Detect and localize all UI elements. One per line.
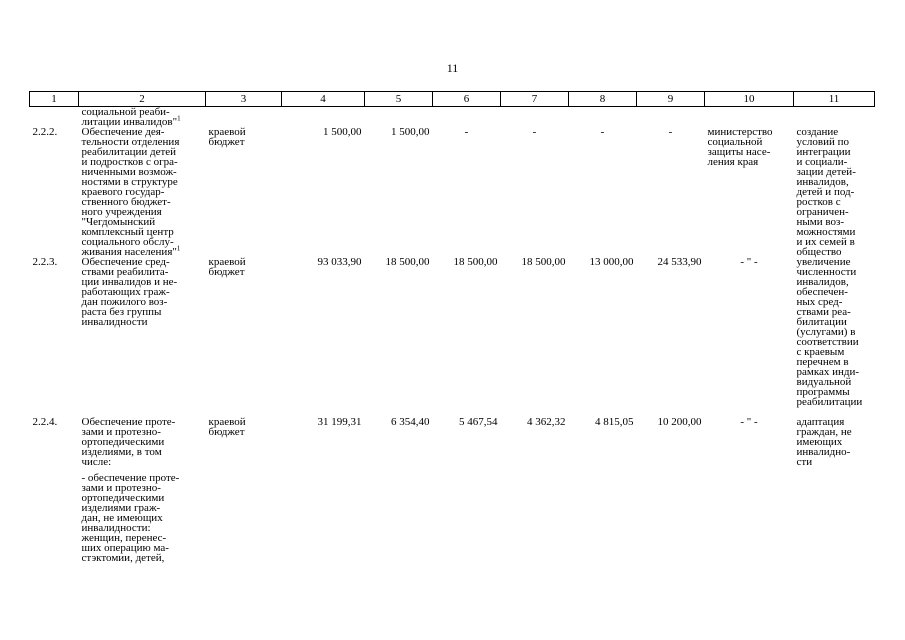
continued-text: социальной реаби- литации инвалидов"$^1$: [81, 106, 181, 128]
amount-year-1: 1 500,00: [391, 126, 430, 138]
amount-year-2: 5 467,54: [459, 416, 498, 428]
amount-year-5: -: [668, 126, 673, 138]
amount-year-4: 4 815,05: [595, 416, 634, 428]
col-header: 6: [433, 92, 501, 107]
col-header: 7: [501, 92, 569, 107]
amount-year-3: 18 500,00: [521, 256, 566, 268]
col-header: 10: [705, 92, 794, 107]
amount-total: 31 199,31: [317, 416, 362, 428]
amount-year-2: 18 500,00: [453, 256, 498, 268]
footnote-mark: 1: [177, 114, 181, 123]
amount-year-1: 18 500,00: [385, 256, 430, 268]
col-header: 3: [206, 92, 282, 107]
amount-year-1: 6 354,40: [391, 416, 430, 428]
amount-year-2: -: [464, 126, 469, 138]
funding-source: краевой бюджет: [208, 416, 246, 438]
page-number: 11: [446, 61, 459, 75]
amount-year-5: 10 200,00: [657, 416, 702, 428]
funding-source: краевой бюджет: [208, 256, 246, 278]
col-header: 9: [637, 92, 705, 107]
continuation-row: [30, 107, 875, 128]
col-header: 4: [282, 92, 365, 107]
item-subname: - обеспечение проте- зами и протезно- ортопедическими изделиями граж- дан, не имеющих инвалидности: женщин, перенес- ших операцию ма- стэктомии, детей,: [81, 472, 180, 564]
executor: - " -: [740, 416, 758, 428]
item-name: Обеспечение сред- ствами реабилита- ции инвалидов и не- работающих граж- дан пожилого воз- раста без группы инвалидности: [81, 256, 178, 328]
column-numbers-row: [30, 92, 875, 107]
executor: - " -: [740, 256, 758, 268]
item-name: Обеспечение проте- зами и протезно- ортопедическими изделиями, в том числе: - обеспечение проте- зами и протезно- ортопедическими изделиями граж- дан, не имеющих инвалидности: женщин, перенес- ших операцию ма- стэктомии, детей,: [79, 407, 206, 563]
col-header: 5: [365, 92, 433, 107]
table-row: [30, 127, 875, 257]
amount-total: 1 500,00: [323, 126, 362, 138]
footnote-mark: 1: [176, 244, 181, 253]
amount-year-3: 4 362,32: [527, 416, 566, 428]
amount-year-5: 24 533,90: [657, 256, 702, 268]
col-header: 2: [79, 92, 206, 107]
funding-source: краевой бюджет: [208, 126, 246, 148]
col-header: 8: [569, 92, 637, 107]
amount-year-4: -: [600, 126, 605, 138]
table-row: [30, 257, 875, 407]
col-header: 11: [794, 92, 875, 107]
expected-result: создание условий по интеграции и социали- зации детей- инвалидов, детей и под- ростков с ограничен- ными воз- можностями и их семей в общество: [796, 126, 856, 258]
item-code: 2.2.4.: [32, 416, 58, 428]
amount-year-3: -: [532, 126, 537, 138]
item-code: 2.2.2.: [32, 126, 58, 138]
item-code: 2.2.3.: [32, 256, 58, 268]
measures-table: [29, 91, 875, 563]
amount-year-4: 13 000,00: [589, 256, 634, 268]
col-header: 1: [30, 92, 79, 107]
expected-result: увеличение численности инвалидов, обеспечен- ных сред- ствами реа- билитации (услугами) в соответствии с краевым перечнем в рамках инди- видуальной программы реабилитации: [796, 256, 863, 408]
item-name: Обеспечение дея- тельности отделения реабилитации детей и подростков с огра- ниченными возмож- ностями в структуре краевого государ- ственного бюджет- ного учреждения "Чегдомынский комплексный центр социального обслу- живания населения"$^1$: [81, 126, 181, 258]
table-row: [30, 407, 875, 563]
amount-total: 93 033,90: [317, 256, 362, 268]
expected-result: адаптация граждан, не имеющих инвалидно- сти: [796, 416, 852, 468]
executor: министерство социальной защиты насе- ления края: [707, 126, 773, 168]
